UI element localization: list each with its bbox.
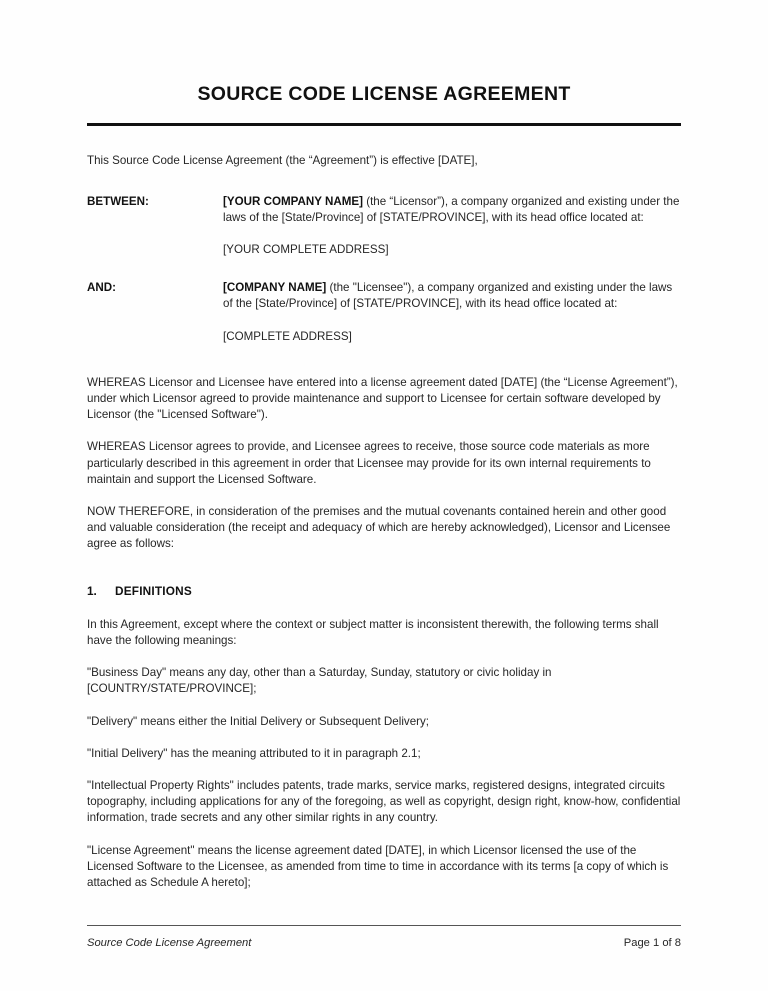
party-address-licensee: [COMPLETE ADDRESS] bbox=[223, 329, 352, 343]
recital-paragraph: NOW THEREFORE, in consideration of the premises and the mutual covenants contained herein and other good and valuable consideration (the receipt and adequacy of which are hereby acknowledged), Licensor and Licensee agree as follows: bbox=[87, 505, 671, 551]
document-content bbox=[87, 0, 681, 891]
definition-paragraph: "License Agreement" means the license agreement dated [DATE], in which Licensor licensed the use of the Licensed Software to the Licensee, as amended from time to time in accordance with its terms [a copy of which is attached as Schedule A hereto]; bbox=[87, 843, 669, 889]
recital-paragraph: WHEREAS Licensor and Licensee have entered into a license agreement dated [DATE] (the “License Agreement”), under which Licensor agreed to provide maintenance and support to Licensee for certain software developed by Licensor (the "Licensed Software"). bbox=[87, 375, 678, 422]
title-divider bbox=[87, 123, 681, 126]
party-name-licensee: [COMPANY NAME] bbox=[223, 281, 327, 295]
party-address-licensor: [YOUR COMPLETE ADDRESS] bbox=[223, 243, 389, 257]
party-label-between: BETWEEN: bbox=[87, 194, 149, 208]
definition-paragraph: "Business Day" means any day, other than a Saturday, Sunday, statutory or civic holiday in [COUNTRY/STATE/PROVINCE]; bbox=[87, 666, 552, 696]
intro-paragraph: This Source Code License Agreement (the “Agreement”) is effective [DATE], bbox=[87, 154, 478, 168]
party-body-licensor bbox=[223, 194, 681, 259]
recitals-section bbox=[87, 375, 681, 553]
definition-paragraph: "Initial Delivery" has the meaning attributed to it in paragraph 2.1; bbox=[87, 746, 421, 760]
party-label-and: AND: bbox=[87, 281, 116, 295]
definition-paragraph: "Intellectual Property Rights" includes patents, trade marks, service marks, registered designs, integrated circuits topography, including applications for any of the foregoing, as well as copyright, design right, know-how, confidential information, trade secrets and any other similar rights in any country. bbox=[87, 778, 681, 825]
footer-page-number: Page 1 of 8 bbox=[623, 937, 681, 949]
page-footer bbox=[87, 925, 681, 949]
definitions-section bbox=[87, 617, 681, 891]
party-body-licensee bbox=[223, 280, 681, 345]
section-number: 1. bbox=[87, 583, 97, 598]
definition-paragraph: In this Agreement, except where the context or subject matter is inconsistent therewith, the following terms shall have the following meanings: bbox=[87, 617, 659, 647]
recital-paragraph: WHEREAS Licensor agrees to provide, and Licensee agrees to receive, those source code materials as more particularly described in this agreement in order that Licensee may provide for its own internal requirements to maintain and support the Licensed Software. bbox=[87, 440, 651, 486]
section-heading-definitions bbox=[87, 583, 681, 599]
section-title: DEFINITIONS bbox=[115, 583, 192, 598]
definition-paragraph: "Delivery" means either the Initial Delivery or Subsequent Delivery; bbox=[87, 714, 430, 728]
footer-divider bbox=[87, 925, 681, 926]
footer-document-name: Source Code License Agreement bbox=[87, 937, 252, 949]
page-title: SOURCE CODE LICENSE AGREEMENT bbox=[197, 83, 571, 105]
party-block-and bbox=[87, 280, 681, 345]
party-name-licensor: [YOUR COMPANY NAME] bbox=[223, 194, 363, 208]
party-block-between bbox=[87, 194, 681, 259]
party-description-licensor: (the “Licensor”), a company organized and existing under the laws of the [State/Province] of [STATE/PROVINCE], with its head office located at: bbox=[223, 194, 680, 224]
party-description-licensee: (the "Licensee"), a company organized and existing under the laws of the [State/Province] of [STATE/PROVINCE], with its head office located at: bbox=[223, 281, 673, 311]
footer-row bbox=[87, 937, 681, 949]
